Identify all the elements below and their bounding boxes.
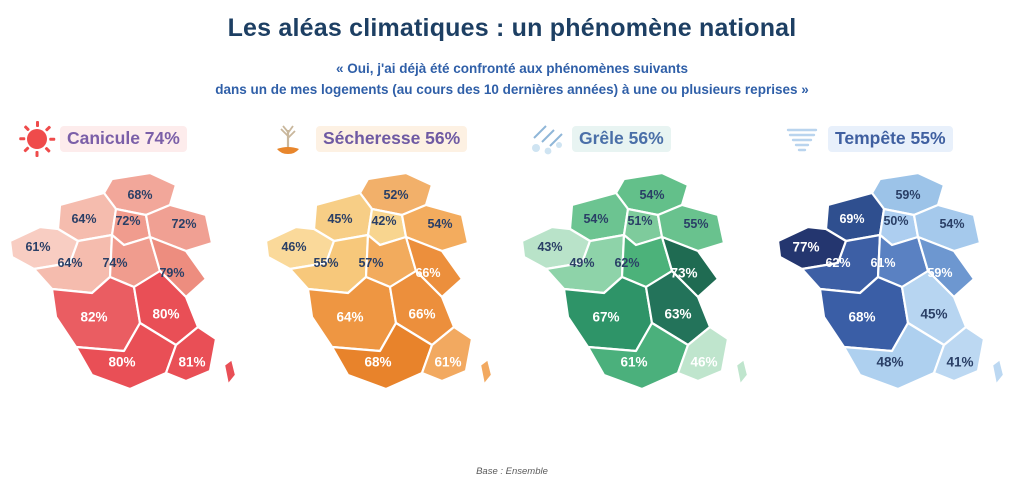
france-map-secheresse (256, 159, 512, 409)
region-value: 68% (848, 309, 876, 325)
panel-header-secheresse (256, 119, 512, 159)
map-panel-secheresse (256, 119, 512, 409)
region-value: 43% (537, 239, 563, 254)
region-value: 42% (371, 213, 397, 228)
region-value: 61% (434, 354, 462, 370)
region-value: 54% (939, 216, 965, 231)
region-value: 46% (690, 354, 718, 370)
region-value: 62% (614, 255, 640, 270)
storm-icon (784, 120, 828, 158)
france-map-tempete (768, 159, 1024, 409)
panel-header-canicule (0, 119, 256, 159)
region-value: 61% (25, 239, 51, 254)
panel-label-grele: Grêle 56% (572, 126, 671, 152)
region-value: 54% (427, 216, 453, 231)
region-value: 80% (108, 354, 136, 370)
region-value: 68% (127, 187, 153, 202)
subtitle-line-2: dans un de mes logements (au cours des 10 dernières années) à une ou plusieurs reprises » (215, 81, 809, 97)
region-value: 51% (627, 213, 653, 228)
region-value: 54% (639, 187, 665, 202)
france-map-canicule (0, 159, 256, 409)
subtitle-line-1: « Oui, j'ai déjà été confronté aux phénomènes suivants (335, 61, 689, 76)
region-value: 80% (152, 306, 180, 322)
map-panel-tempete (768, 119, 1024, 409)
region-value: 59% (895, 187, 921, 202)
region-value: 66% (408, 306, 436, 322)
region-value: 72% (115, 213, 141, 228)
region-value: 52% (383, 187, 409, 202)
sun-icon (16, 120, 60, 158)
panel-label-tempete: Tempête 55% (828, 126, 953, 152)
panel-header-tempete (768, 119, 1024, 159)
region-value: 77% (792, 239, 820, 255)
region-value: 57% (358, 255, 384, 270)
page-subtitle (0, 59, 1024, 101)
hail-icon (528, 120, 572, 158)
region-value: 69% (839, 211, 865, 226)
page-title: Les aléas climatiques : un phénomène national (227, 14, 797, 42)
region-value: 59% (927, 265, 953, 280)
region-value: 50% (883, 213, 909, 228)
region-value: 61% (620, 354, 648, 370)
region-value: 45% (327, 211, 353, 226)
drought-tree-icon (272, 120, 316, 158)
map-panel-grele (512, 119, 768, 409)
region-value: 74% (102, 255, 128, 270)
region-value: 41% (946, 354, 974, 370)
region-value: 68% (364, 354, 392, 370)
panel-header-grele (512, 119, 768, 159)
maps-row (0, 119, 1024, 409)
region-value: 79% (159, 265, 185, 280)
france-map-grele (512, 159, 768, 409)
panel-label-canicule: Canicule 74% (60, 126, 187, 152)
region-value: 64% (336, 309, 364, 325)
base-note: Base : Ensemble (476, 466, 548, 477)
region-value: 67% (592, 309, 620, 325)
map-panel-canicule (0, 119, 256, 409)
region-value: 82% (80, 309, 108, 325)
region-value: 48% (876, 354, 904, 370)
region-value: 46% (281, 239, 307, 254)
region-value: 81% (178, 354, 206, 370)
region-value: 55% (313, 255, 339, 270)
region-value: 45% (920, 306, 948, 322)
region-value: 49% (569, 255, 595, 270)
region-value: 62% (825, 255, 851, 270)
region-value: 64% (71, 211, 97, 226)
panel-label-secheresse: Sécheresse 56% (316, 126, 467, 152)
region-value: 72% (171, 216, 197, 231)
region-value: 64% (57, 255, 83, 270)
region-value: 63% (664, 306, 692, 322)
region-value: 55% (683, 216, 709, 231)
region-value: 54% (583, 211, 609, 226)
region-value: 73% (670, 265, 698, 281)
region-value: 66% (415, 265, 441, 280)
region-value: 61% (870, 255, 896, 270)
